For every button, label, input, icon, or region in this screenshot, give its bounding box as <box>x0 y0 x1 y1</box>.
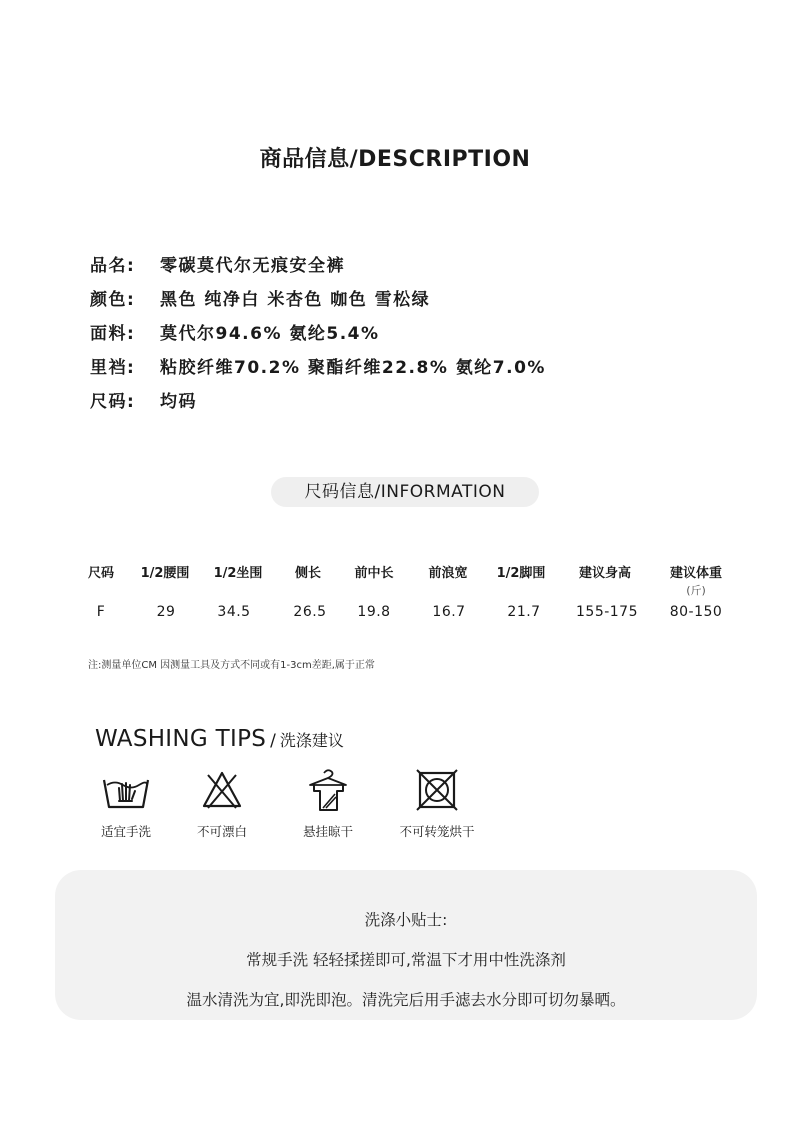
washing-title <box>95 726 344 752</box>
spec-row-color <box>90 290 546 324</box>
table-header: 1/2腰围 <box>140 566 190 581</box>
table-header: 1/2坐围 <box>213 566 263 581</box>
no-tumble-dry-icon <box>412 768 462 812</box>
spec-value: 零碳莫代尔无痕安全裤 <box>160 256 345 276</box>
table-cell: 155-175 <box>576 604 638 620</box>
spec-value: 黑色 纯净白 米杏色 咖色 雪松绿 <box>160 290 431 310</box>
tips-line: 常规手洗 轻轻揉搓即可,常温下才用中性洗涤剂 <box>246 951 566 969</box>
table-header: 前中长 <box>354 566 394 581</box>
washing-title-separator: / <box>270 731 276 751</box>
care-item-hang-dry <box>268 768 388 840</box>
spec-label: 里裆: <box>90 358 136 378</box>
tips-heading: 洗涤小贴士: <box>364 911 448 929</box>
spec-row-lining <box>90 358 546 392</box>
table-cell: 16.7 <box>432 604 466 620</box>
spec-value: 均码 <box>160 392 197 412</box>
table-header: 尺码 <box>87 566 115 581</box>
spec-label: 尺码: <box>90 392 136 412</box>
table-header: 建议体重 <box>669 566 723 581</box>
table-cell: 29 <box>156 604 176 620</box>
spec-label: 面料: <box>90 324 136 344</box>
hand-wash-icon <box>101 768 151 812</box>
weight-unit: (斤) <box>686 584 706 597</box>
information-title: 尺码信息/INFORMATION <box>271 477 539 507</box>
washing-title-cn: 洗涤建议 <box>279 731 344 750</box>
care-label: 不可漂白 <box>196 824 247 839</box>
washing-title-en: WASHING TIPS <box>95 726 267 752</box>
care-item-no-tumble-dry <box>377 768 497 840</box>
spec-list <box>90 256 546 426</box>
hang-dry-icon <box>303 768 353 812</box>
spec-label: 品名: <box>90 256 136 276</box>
spec-value: 粘胶纤维70.2% 聚酯纤维22.8% 氨纶7.0% <box>160 358 546 378</box>
table-header: 侧长 <box>294 566 322 581</box>
spec-row-name <box>90 256 546 290</box>
washing-tips-box <box>55 870 757 1020</box>
table-header: 前浪宽 <box>428 566 468 581</box>
table-cell: 34.5 <box>217 604 251 620</box>
care-label: 不可转笼烘干 <box>399 824 475 839</box>
table-cell: 19.8 <box>357 604 391 620</box>
spec-row-fabric <box>90 324 546 358</box>
table-cell: 21.7 <box>507 604 541 620</box>
spec-row-size <box>90 392 546 426</box>
table-cell: F <box>96 604 106 620</box>
care-label: 悬挂晾干 <box>302 824 353 839</box>
spec-label: 颜色: <box>90 290 136 310</box>
spec-value: 莫代尔94.6% 氨纶5.4% <box>160 324 380 344</box>
table-header: 1/2脚围 <box>496 566 546 581</box>
table-cell: 26.5 <box>293 604 327 620</box>
care-item-no-bleach <box>162 768 282 840</box>
table-cell: 80-150 <box>669 604 723 620</box>
description-title: 商品信息/DESCRIPTION <box>259 147 531 172</box>
table-header: 建议身高 <box>578 566 632 581</box>
care-label: 适宜手洗 <box>100 824 151 839</box>
no-bleach-icon <box>197 768 247 812</box>
measurement-note: 注:测量单位CM 因测量工具及方式不同或有1-3cm差距,属于正常 <box>88 660 375 671</box>
tips-line: 温水清洗为宜,即洗即泡。清洗完后用手滤去水分即可切勿暴晒。 <box>186 991 626 1009</box>
